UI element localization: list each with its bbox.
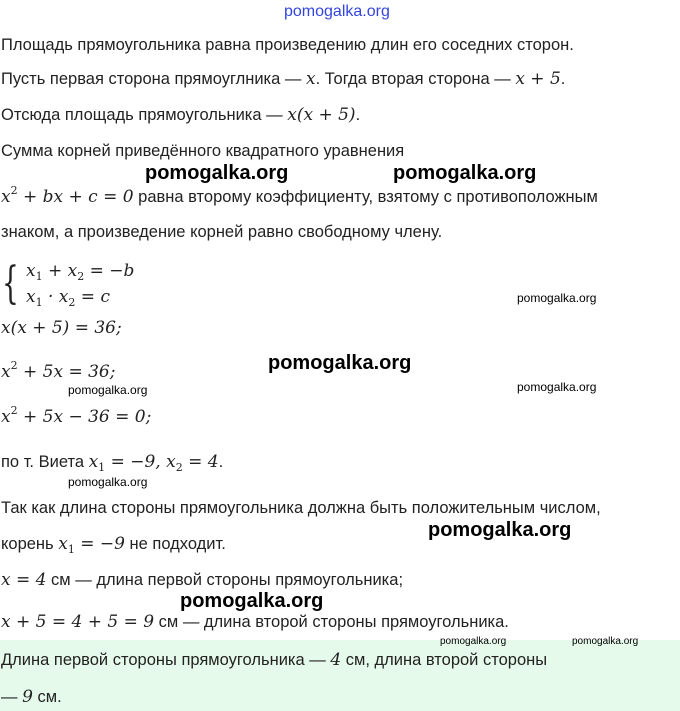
math-segment: = −b	[84, 261, 135, 281]
math-segment: x	[1, 407, 11, 427]
math-segment: x(x + 5) = 36;	[1, 318, 122, 338]
math-segment: x + 5 = 4 + 5 = 9	[1, 612, 155, 632]
math-segment: 1	[98, 461, 106, 474]
text-line	[1, 318, 122, 338]
text-segment: —	[1, 688, 23, 706]
watermark: pomogalka.org	[517, 380, 597, 394]
math-segment: x	[26, 287, 36, 307]
math-segment: x	[1, 187, 11, 207]
text-segment: см — длина первой стороны прямоугольника;	[46, 571, 404, 589]
text-line	[1, 498, 601, 518]
watermark: pomogalka.org	[68, 475, 148, 489]
math-segment: 2	[10, 404, 18, 417]
text-line	[1, 222, 442, 242]
math-segment: x	[26, 261, 36, 281]
system-brace: {	[2, 258, 19, 309]
math-segment: 2	[10, 359, 18, 372]
text-line	[1, 534, 226, 555]
watermark: pomogalka.org	[572, 636, 639, 647]
math-segment: · x	[42, 287, 69, 307]
text-line	[1, 405, 151, 427]
math-segment: + 5x − 36 = 0;	[17, 407, 152, 427]
text-segment: см, длина второй стороны	[341, 651, 548, 669]
text-line	[26, 261, 134, 282]
text-line	[1, 570, 403, 590]
math-segment: = −9	[74, 534, 125, 554]
text-segment: по т. Виета	[1, 453, 89, 471]
math-segment: x = 4	[1, 570, 47, 590]
text-line	[1, 105, 360, 125]
math-segment: 4	[330, 650, 342, 670]
watermark: pomogalka.org	[68, 383, 148, 397]
text-segment: см — длина второй стороны прямоугольника.	[154, 613, 509, 631]
math-segment: 2	[77, 270, 85, 283]
watermark: pomogalka.org	[440, 636, 507, 647]
math-segment: + 5x = 36;	[17, 362, 116, 382]
watermark: pomogalka.org	[145, 162, 289, 184]
text-segment: Длина первой стороны прямоугольника —	[1, 651, 331, 669]
text-line	[1, 612, 509, 632]
math-segment: 2	[10, 184, 18, 197]
text-line	[1, 650, 547, 670]
math-segment: = 4	[182, 452, 219, 472]
text-segment: Отсюда площадь прямоугольника —	[1, 106, 288, 124]
text-line	[1, 141, 404, 161]
text-segment: Так как длина стороны прямоугольника должна быть положительным числом,	[1, 499, 601, 517]
math-segment: + x	[42, 261, 78, 281]
math-segment: 1	[67, 543, 75, 556]
text-segment: не подходит.	[124, 535, 226, 553]
text-segment: .	[218, 453, 224, 471]
text-line	[1, 185, 598, 207]
math-segment: x	[305, 69, 316, 89]
watermark: pomogalka.org	[428, 519, 572, 541]
watermark: pomogalka.org	[393, 162, 537, 184]
math-segment: = c	[75, 287, 110, 307]
text-segment: знаком, а произведение корней равно свободному члену.	[1, 223, 443, 241]
watermark: pomogalka.org	[517, 291, 597, 305]
text-line	[1, 452, 223, 473]
text-line	[1, 69, 565, 89]
math-segment: 9	[22, 687, 33, 707]
text-segment: Сумма корней приведённого квадратного уравнения	[1, 142, 405, 160]
math-segment: 1	[35, 270, 43, 283]
math-segment: x + 5	[515, 69, 561, 89]
text-segment: см.	[32, 688, 62, 706]
math-segment: 1	[35, 296, 43, 309]
text-segment: Площадь прямоугольника равна произведению длин его соседних сторон.	[1, 36, 574, 54]
text-segment: корень	[1, 535, 59, 553]
text-segment: .	[355, 106, 361, 124]
text-segment: .	[560, 70, 566, 88]
math-segment: x	[88, 452, 99, 472]
text-line	[1, 360, 115, 382]
math-segment: + bx + c = 0	[17, 187, 134, 207]
math-segment: 2	[68, 296, 76, 309]
text-segment: . Тогда вторая сторона —	[315, 70, 516, 88]
math-segment: x(x + 5)	[287, 105, 356, 125]
text-segment: равна второму коэффициенту, взятому с противоположным	[133, 188, 598, 206]
math-segment: 2	[175, 461, 183, 474]
text-line	[1, 687, 62, 707]
text-line	[26, 287, 110, 308]
text-segment: Пусть первая сторона прямоуглника —	[1, 70, 306, 88]
math-segment: x	[1, 362, 11, 382]
math-segment: x	[58, 534, 68, 554]
watermark: pomogalka.org	[180, 590, 324, 612]
watermark: pomogalka.org	[268, 352, 412, 374]
text-line	[1, 35, 574, 55]
watermark: pomogalka.org	[284, 3, 390, 20]
math-segment: = −9, x	[105, 452, 176, 472]
